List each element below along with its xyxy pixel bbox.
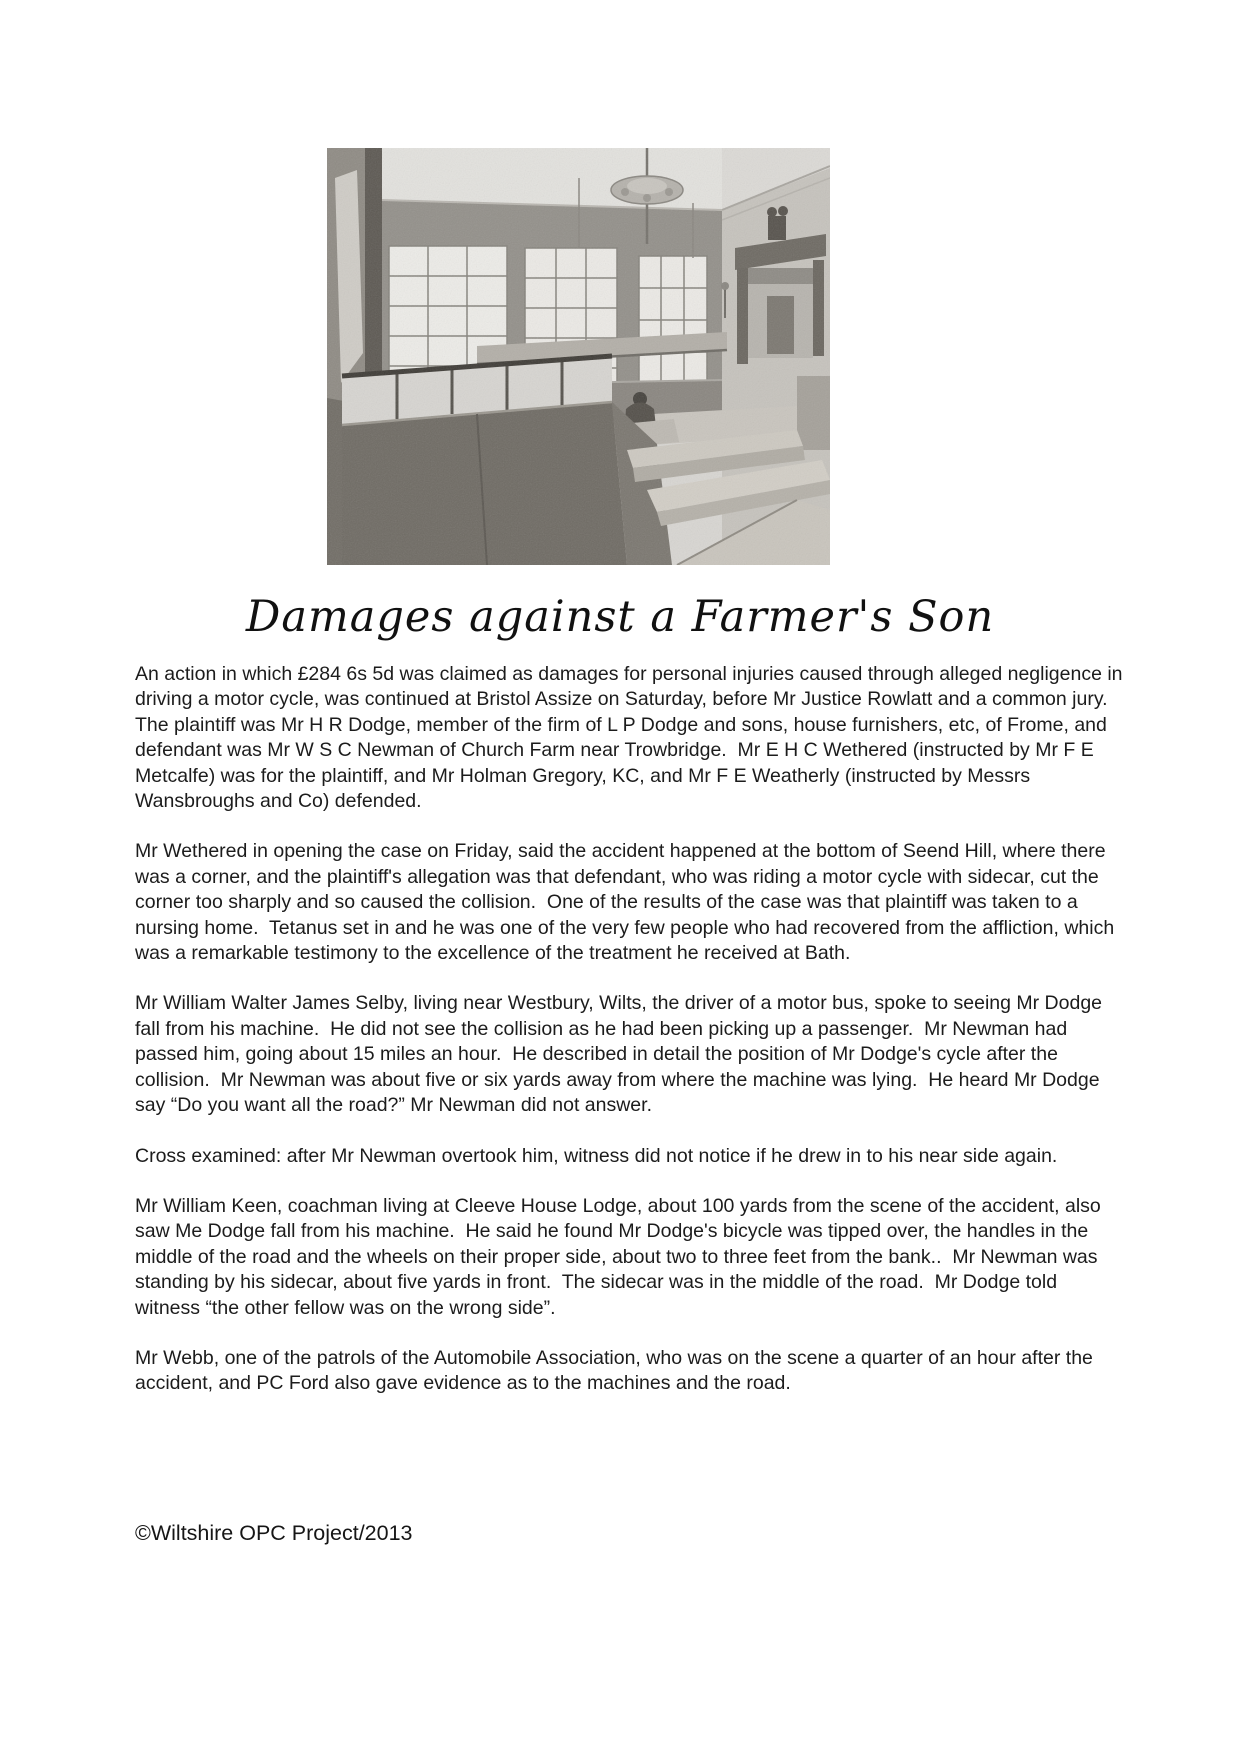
paragraph-2: Mr Wethered in opening the case on Friday, said the accident happened at the bottom of Seend Hill, where there was a corner, and the plaintiff's allegation was that defendant, who was riding a motor cycle with sidecar, cut the corner too sharply and so caused the collision. One of the results of the case was that plaintiff was taken to a nursing home. Tetanus set in and he was one of the very few people who had recovered from the affliction, which was a remarkable testimony to the excellence of the treatment he received at Bath. [135,840,1120,965]
paragraph-6: Mr Webb, one of the patrols of the Automobile Association, who was on the scene a quarter of an hour after the accident, and PC Ford also gave evidence as to the machines and the road. [135,1346,1099,1395]
article-body [135,662,1128,1422]
courtroom-photograph [327,148,830,565]
paragraph-4: Cross examined: after Mr Newman overtook him, witness did not notice if he drew in to his near side again. [135,1144,1058,1167]
courtroom-photo-illustration [327,148,830,565]
copyright-footer: ©Wiltshire OPC Project/2013 [135,1521,413,1545]
paragraph-3: Mr William Walter James Selby, living near Westbury, Wilts, the driver of a motor bus, spoke to seeing Mr Dodge fall from his machine. He did not see the collision as he had been picking up a passenger. Mr Newman had passed him, going about 15 miles an hour. He described in detail the position of Mr Dodge's cycle after the collision. Mr Newman was about five or six yards away from where the machine was lying. He heard Mr Dodge say “Do you want all the road?” Mr Newman did not answer. [135,992,1108,1117]
paragraph-1: An action in which £284 6s 5d was claimed as damages for personal injuries caused through alleged negligence in driving a motor cycle, was continued at Bristol Assize on Saturday, before Mr Justice Rowlatt and a common jury. The plaintiff was Mr H R Dodge, member of the firm of L P Dodge and sons, house furnishers, etc, of Frome, and defendant was Mr W S C Newman of Church Farm near Trowbridge. Mr E H C Wethered (instructed by Mr F E Metcalfe) was for the plaintiff, and Mr Holman Gregory, KC, and Mr F E Weatherly (instructed by Messrs Wansbroughs and Co) defended. [135,663,1128,813]
page-title: Damages against a Farmer's Son [245,592,995,642]
paragraph-5: Mr William Keen, coachman living at Cleeve House Lodge, about 100 yards from the scene of the accident, also saw Me Dodge fall from his machine. He said he found Mr Dodge's bicycle was tipped over, the handles in the middle of the road and the wheels on their proper side, about two to three feet from the bank.. Mr Newman was standing by his sidecar, about five yards in front. The sidecar was in the middle of the road. Mr Dodge told witness “the other fellow was on the wrong side”. [135,1194,1107,1319]
